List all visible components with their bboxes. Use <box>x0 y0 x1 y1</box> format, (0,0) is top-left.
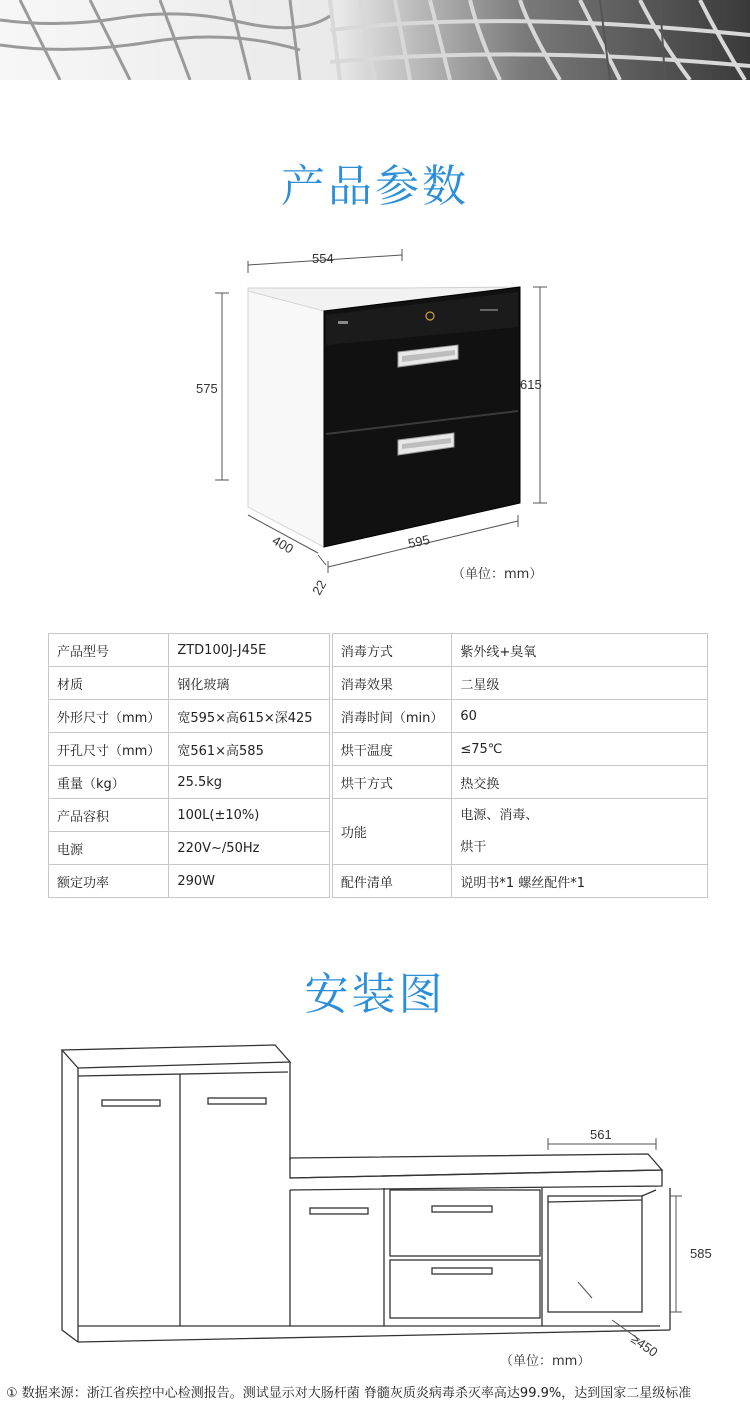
spec-value: ZTD100J-J45E <box>169 634 330 667</box>
spec-label: 消毒方式 <box>332 634 452 667</box>
product-unit-label: （单位：mm） <box>452 567 543 582</box>
table-gap <box>330 832 333 865</box>
section-title-params: 产品参数 <box>281 161 469 212</box>
dim-depth-400: 400 <box>269 532 296 557</box>
spec-label: 烘干方式 <box>332 766 452 799</box>
spec-label: 开孔尺寸（mm） <box>49 733 169 766</box>
spec-label: 重量（kg） <box>49 766 169 799</box>
installation-diagram <box>0 1030 750 1380</box>
install-dim-width-561: 561 <box>590 1127 612 1142</box>
spec-value: 220V~/50Hz <box>169 832 330 865</box>
dim-offset-22: 22 <box>309 577 330 598</box>
footnote-data-source: ① 数据来源：浙江省疾控中心检测报告。测试显示对大肠杆菌 脊髓灰质炎病毒杀灭率高达99.9%，达到国家二星级标准 <box>6 1386 692 1401</box>
spec-value: 60 <box>452 700 708 733</box>
spec-label: 额定功率 <box>49 865 169 898</box>
spec-label: 消毒效果 <box>332 667 452 700</box>
spec-value: 热交换 <box>452 766 708 799</box>
spec-value: 紫外线+臭氧 <box>452 634 708 667</box>
spec-value-line: 电源、消毒、 <box>460 807 539 823</box>
spec-value-function <box>452 799 708 865</box>
dim-width-595: 595 <box>406 531 432 552</box>
spec-label: 功能 <box>332 799 452 865</box>
spec-label: 外形尺寸（mm） <box>49 700 169 733</box>
spec-table <box>48 633 708 898</box>
install-dim-depth-450: ≥450 <box>628 1331 661 1360</box>
spec-value: 说明书*1 螺丝配件*1 <box>452 865 708 898</box>
table-row <box>49 634 708 667</box>
table-row <box>49 799 708 832</box>
spec-label: 产品型号 <box>49 634 169 667</box>
dim-height-615: 615 <box>520 377 542 392</box>
spec-value: 宽561×高585 <box>169 733 330 766</box>
product-dimension-diagram <box>0 235 750 605</box>
dish-rack-illustration <box>0 0 750 80</box>
dim-height-575: 575 <box>196 381 218 396</box>
spec-value: 290W <box>169 865 330 898</box>
section-title-install: 安装图 <box>304 969 446 1020</box>
spec-value-line: 烘干 <box>460 839 487 855</box>
spec-label: 电源 <box>49 832 169 865</box>
table-row <box>49 667 708 700</box>
spec-label: 产品容积 <box>49 799 169 832</box>
table-row <box>49 766 708 799</box>
spec-label: 烘干温度 <box>332 733 452 766</box>
top-banner-image <box>0 0 750 80</box>
spec-value: 钢化玻璃 <box>169 667 330 700</box>
spec-value: ≤75℃ <box>452 733 708 766</box>
table-row <box>49 733 708 766</box>
spec-value: 宽595×高615×深425 <box>169 700 330 733</box>
spec-label: 材质 <box>49 667 169 700</box>
spec-value: 25.5kg <box>169 766 330 799</box>
install-unit-label: （单位：mm） <box>500 1354 591 1369</box>
spec-value: 二星级 <box>452 667 708 700</box>
spec-label: 配件清单 <box>332 865 452 898</box>
dim-width-554: 554 <box>312 251 334 266</box>
spec-label: 消毒时间（min） <box>332 700 452 733</box>
table-row <box>49 700 708 733</box>
table-row <box>49 865 708 898</box>
spec-value: 100L(±10%) <box>169 799 330 832</box>
install-dim-height-585: 585 <box>690 1246 712 1261</box>
